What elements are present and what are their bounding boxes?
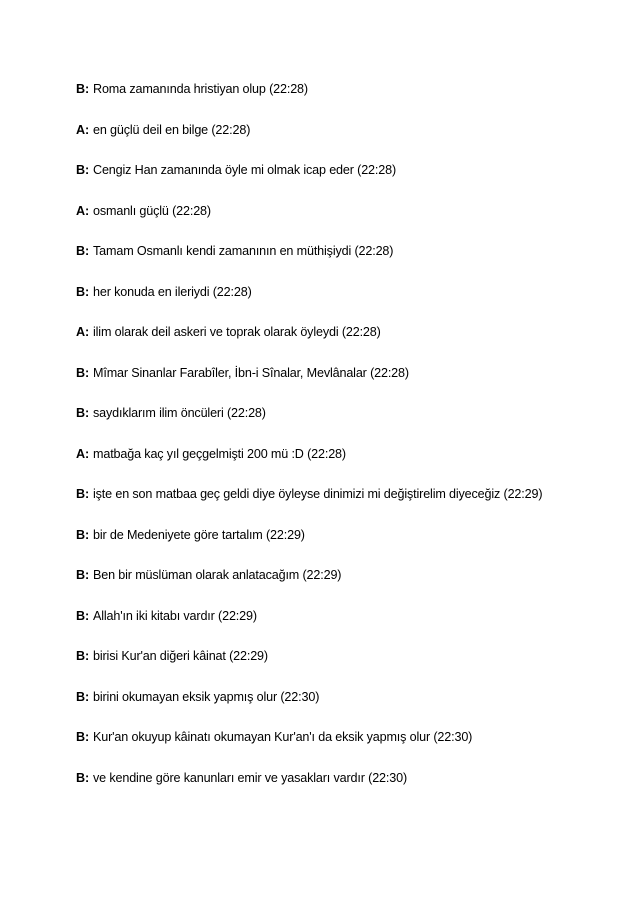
speaker-label: B: bbox=[76, 689, 89, 704]
message-text: birini okumayan eksik yapmış olur (22:30) bbox=[93, 689, 320, 704]
speaker-label: B: bbox=[76, 406, 89, 420]
speaker-label: B: bbox=[76, 527, 89, 542]
message-text: birisi Kur'an diğeri kâinat (22:29) bbox=[93, 649, 268, 663]
transcript-line bbox=[76, 322, 556, 342]
message-text: Ben bir müslüman olarak anlatacağım (22:29) bbox=[93, 568, 342, 582]
speaker-label: B: bbox=[76, 244, 89, 258]
message-text: Roma zamanında hristiyan olup (22:28) bbox=[93, 82, 308, 96]
speaker-label: B: bbox=[76, 608, 89, 623]
message-text: Tamam Osmanlı kendi zamanının en müthişiydi (22:28) bbox=[93, 244, 394, 258]
message-text: osmanlı güçlü (22:28) bbox=[93, 203, 211, 218]
chat-transcript bbox=[76, 79, 556, 808]
speaker-label: B: bbox=[76, 82, 89, 96]
message-text: Cengiz Han zamanında öyle mi olmak icap eder (22:28) bbox=[93, 163, 397, 177]
speaker-label: B: bbox=[76, 649, 89, 663]
transcript-line bbox=[76, 363, 556, 383]
transcript-line bbox=[76, 241, 556, 261]
message-text: her konuda en ileriydi (22:28) bbox=[93, 284, 252, 299]
message-text: en güçlü deil en bilge (22:28) bbox=[93, 122, 251, 137]
transcript-line bbox=[76, 484, 556, 504]
message-text: matbağa kaç yıl geçgelmişti 200 mü :D (22:28) bbox=[93, 446, 346, 461]
transcript-line bbox=[76, 606, 556, 626]
transcript-line bbox=[76, 687, 556, 707]
speaker-label: A: bbox=[76, 203, 89, 218]
message-text: Mîmar Sinanlar Farabîler, İbn-i Sînalar, Mevlânalar (22:28) bbox=[93, 365, 409, 380]
speaker-label: A: bbox=[76, 122, 89, 137]
transcript-line bbox=[76, 403, 556, 423]
speaker-label: A: bbox=[76, 446, 89, 461]
message-text: saydıklarım ilim öncüleri (22:28) bbox=[93, 406, 266, 420]
transcript-line bbox=[76, 444, 556, 464]
message-text: ve kendine göre kanunları emir ve yasakları vardır (22:30) bbox=[93, 770, 407, 785]
transcript-line bbox=[76, 727, 556, 747]
transcript-line bbox=[76, 565, 556, 585]
transcript-line bbox=[76, 79, 556, 99]
message-text: Allah'ın iki kitabı vardır (22:29) bbox=[93, 608, 257, 623]
transcript-line bbox=[76, 646, 556, 666]
speaker-label: B: bbox=[76, 770, 89, 785]
speaker-label: B: bbox=[76, 163, 89, 177]
speaker-label: B: bbox=[76, 365, 89, 380]
transcript-line bbox=[76, 525, 556, 545]
transcript-line bbox=[76, 120, 556, 140]
speaker-label: B: bbox=[76, 487, 89, 501]
transcript-line bbox=[76, 768, 556, 788]
transcript-line bbox=[76, 282, 556, 302]
speaker-label: A: bbox=[76, 325, 89, 339]
speaker-label: B: bbox=[76, 568, 89, 582]
speaker-label: B: bbox=[76, 730, 89, 744]
message-text: Kur'an okuyup kâinatı okumayan Kur'an'ı da eksik yapmış olur (22:30) bbox=[93, 730, 473, 744]
message-text: bir de Medeniyete göre tartalım (22:29) bbox=[93, 527, 305, 542]
transcript-line bbox=[76, 160, 556, 180]
message-text: işte en son matbaa geç geldi diye öyleyse dinimizi mi değiştirelim diyeceğiz (22:29) bbox=[93, 487, 543, 501]
message-text: ilim olarak deil askeri ve toprak olarak öyleydi (22:28) bbox=[93, 325, 381, 339]
transcript-line bbox=[76, 201, 556, 221]
speaker-label: B: bbox=[76, 284, 89, 299]
